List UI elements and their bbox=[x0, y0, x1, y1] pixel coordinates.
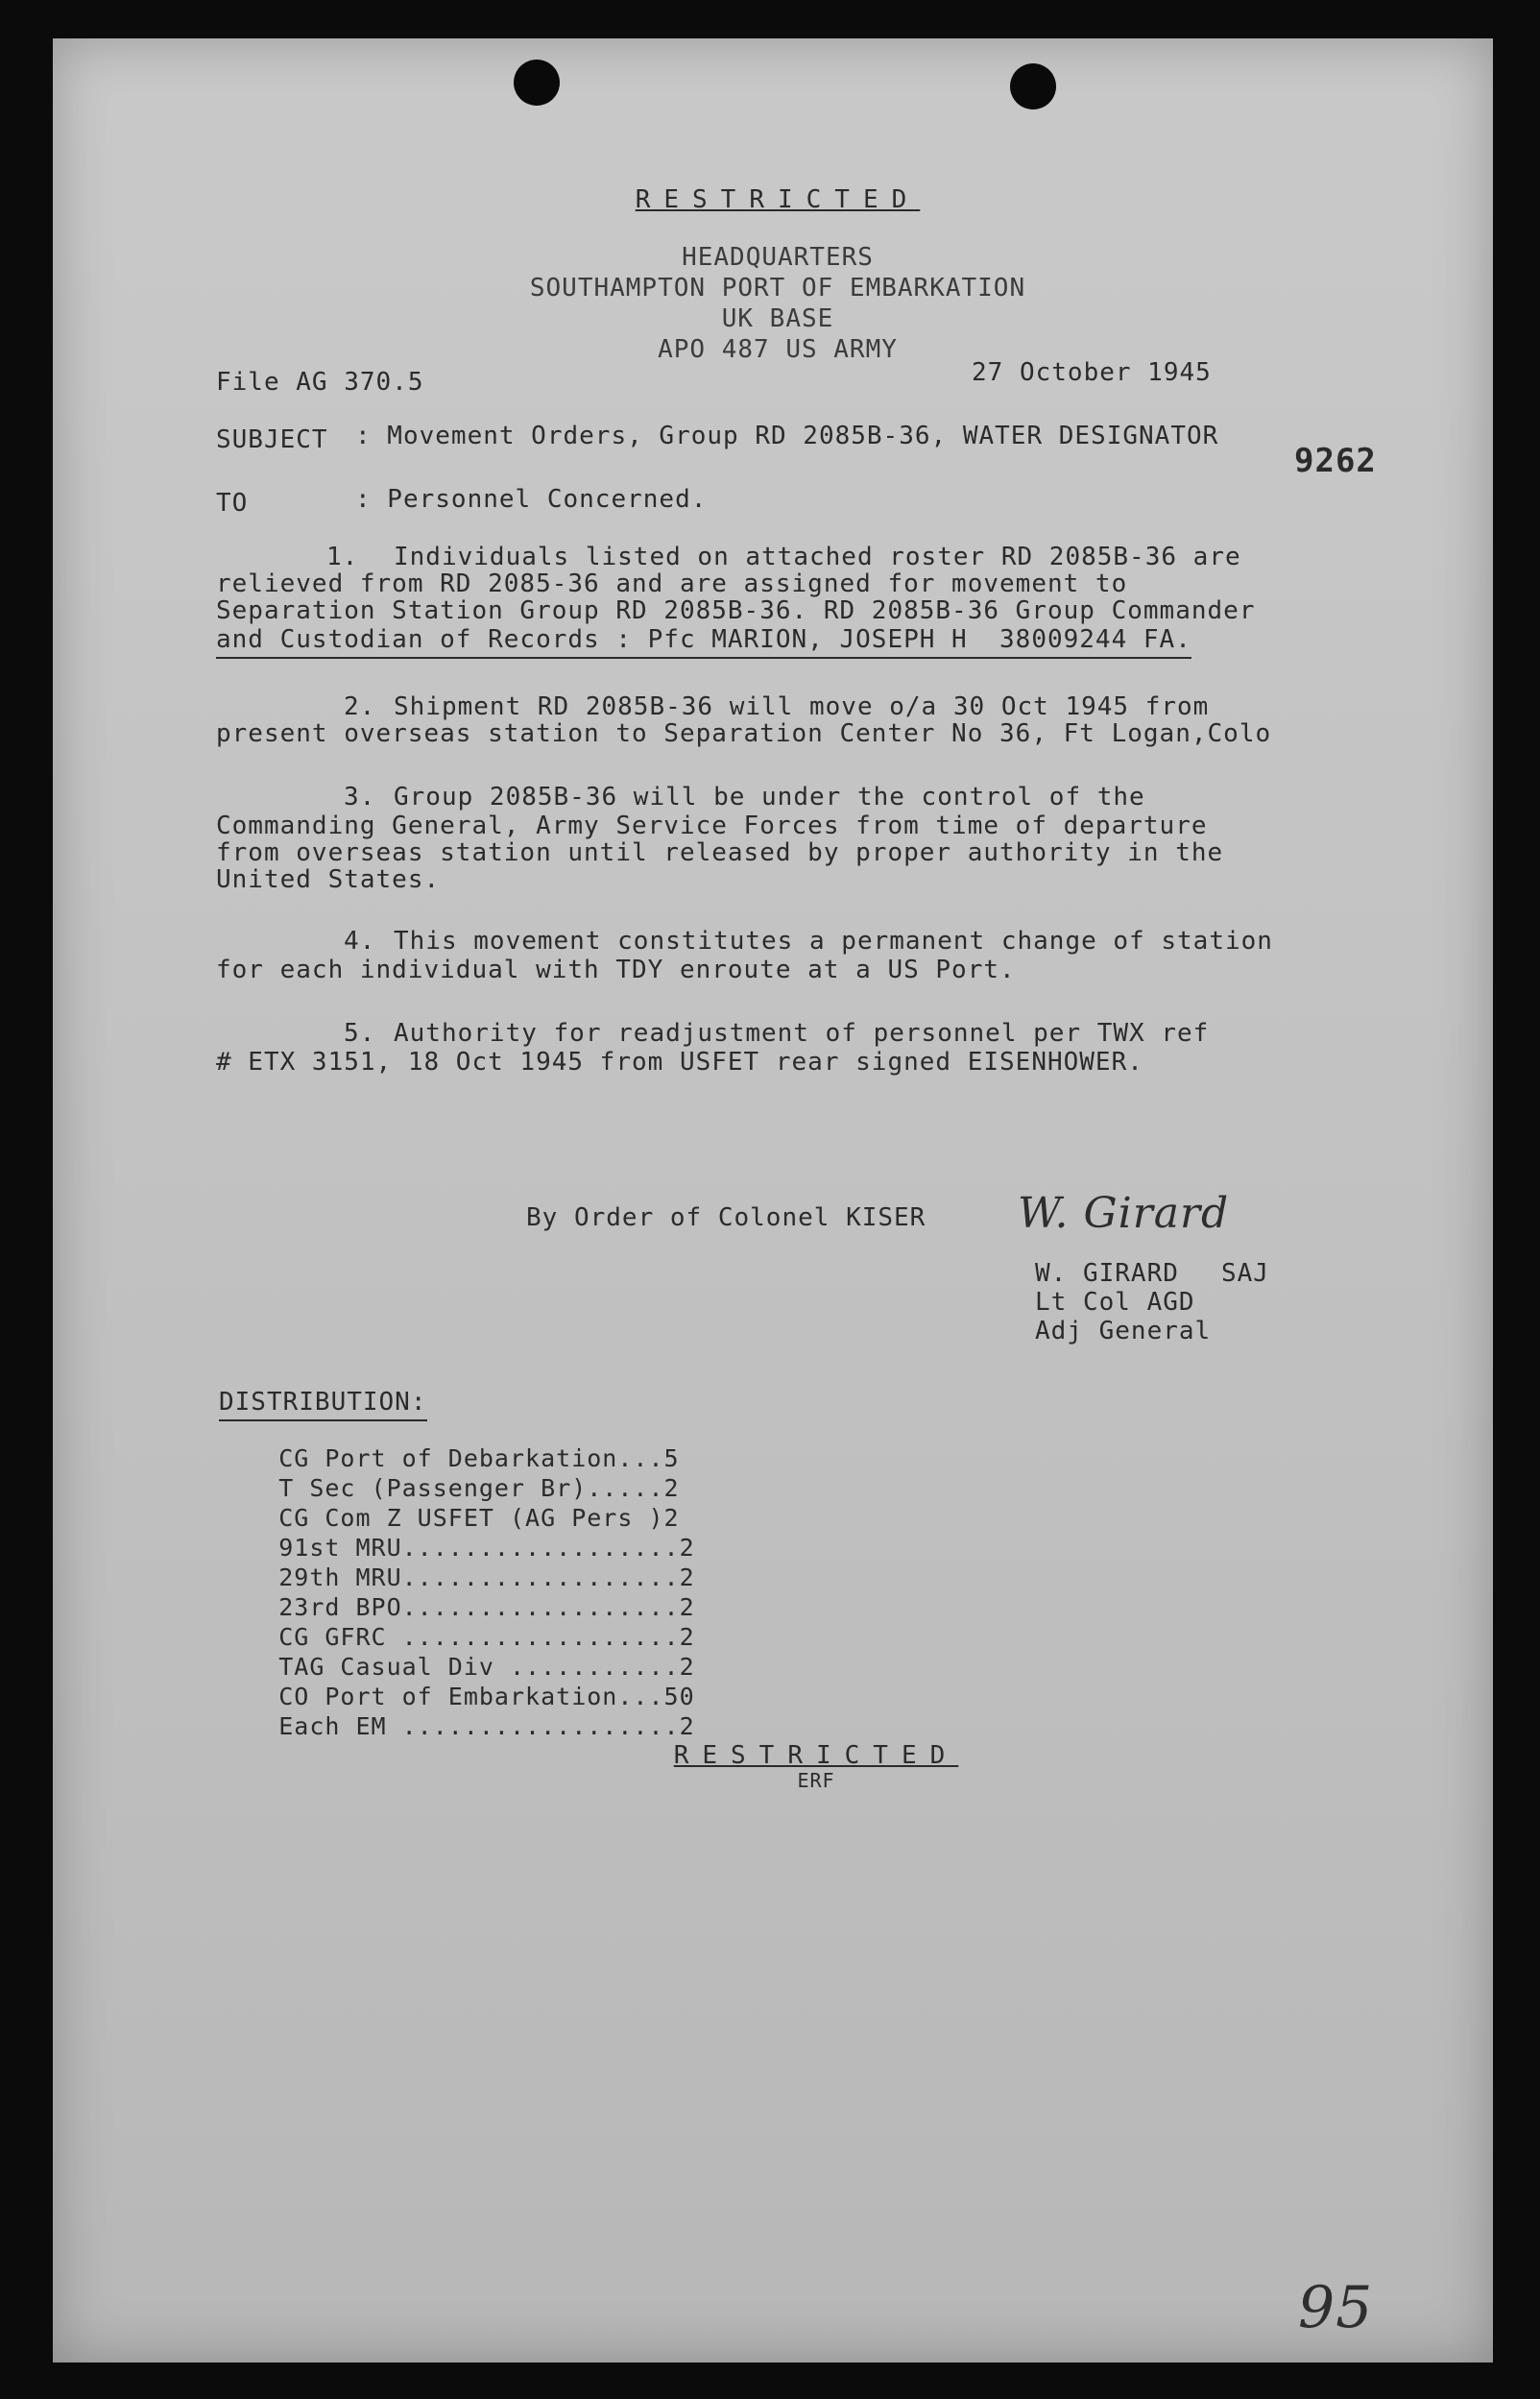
para1-line4: and Custodian of Records : Pfc MARION, JOSEPH H 38009244 FA. bbox=[216, 622, 1191, 659]
para1-line1: Individuals listed on attached roster RD 2085B-36 are bbox=[394, 543, 1241, 571]
distribution-label: TAG Casual Div ........... bbox=[278, 1653, 680, 1681]
para5-line1: Authority for readjustment of personnel per TWX ref bbox=[394, 1019, 1210, 1048]
distribution-label: T Sec (Passenger Br)..... bbox=[278, 1474, 664, 1502]
para3-number: 3. bbox=[344, 783, 376, 812]
subject-line: : Movement Orders, Group RD 2085B-36, WATER DESIGNATOR bbox=[355, 422, 1219, 450]
signer-title: Adj General bbox=[1035, 1317, 1212, 1345]
para1-line3: Separation Station Group RD 2085B-36. RD 2085B-36 Group Commander bbox=[216, 596, 1256, 625]
distribution-label: CG GFRC .................. bbox=[278, 1623, 680, 1651]
org-base: UK BASE bbox=[721, 304, 834, 333]
by-order-line: By Order of Colonel KISER bbox=[526, 1203, 926, 1232]
para3-line2: Commanding General, Army Service Forces from time of departure bbox=[216, 812, 1208, 840]
distribution-label: 91st MRU.................. bbox=[278, 1534, 680, 1562]
distribution-count: 2 bbox=[679, 1623, 695, 1651]
distribution-item bbox=[217, 1592, 735, 1651]
page-number: 95 bbox=[1298, 2274, 1374, 2341]
signer-name: W. GIRARD bbox=[1035, 1259, 1179, 1288]
distribution-item bbox=[217, 1622, 735, 1681]
classification-bottom: RESTRICTED bbox=[673, 1741, 959, 1770]
distribution-count: 2 bbox=[679, 1563, 695, 1591]
para5-number: 5. bbox=[344, 1019, 376, 1048]
distribution-label: 23rd BPO.................. bbox=[278, 1593, 680, 1621]
typist-initials: ERF bbox=[797, 1769, 835, 1792]
distribution-label: Each EM .................. bbox=[278, 1712, 680, 1740]
subject-label: SUBJECT bbox=[216, 425, 328, 454]
distribution-item bbox=[217, 1682, 735, 1740]
distribution-label: CG Port of Debarkation... bbox=[278, 1444, 664, 1472]
signer-initials: SAJ bbox=[1221, 1259, 1269, 1288]
distribution-count: 2 bbox=[679, 1653, 695, 1681]
distribution-count: 2 bbox=[663, 1474, 680, 1502]
to-line: : Personnel Concerned. bbox=[355, 485, 708, 514]
distribution-label: CG Com Z USFET (AG Pers ) bbox=[278, 1504, 664, 1532]
para4-line1: This movement constitutes a permanent change of station bbox=[394, 927, 1273, 956]
org-headquarters: HEADQUARTERS bbox=[682, 243, 874, 272]
distribution-count: 2 bbox=[679, 1593, 695, 1621]
para3-line1: Group 2085B-36 will be under the control of the bbox=[394, 783, 1145, 812]
para2-number: 2. bbox=[344, 692, 376, 721]
para4-number: 4. bbox=[344, 927, 376, 956]
distribution-heading: DISTRIBUTION: bbox=[219, 1385, 427, 1421]
distribution-count: 2 bbox=[663, 1504, 680, 1532]
para2-line1: Shipment RD 2085B-36 will move o/a 30 Oct 1945 from bbox=[394, 692, 1210, 721]
distribution-count: 2 bbox=[679, 1534, 695, 1562]
distribution-list bbox=[217, 1414, 735, 1740]
distribution-label: CO Port of Embarkation... bbox=[278, 1683, 664, 1710]
para1-number: 1. bbox=[326, 543, 359, 571]
para5-line2: # ETX 3151, 18 Oct 1945 from USFET rear signed EISENHOWER. bbox=[216, 1048, 1143, 1077]
distribution-item bbox=[217, 1563, 735, 1621]
para3-line4: United States. bbox=[216, 865, 441, 894]
distribution-item bbox=[217, 1533, 735, 1591]
to-label: TO bbox=[216, 489, 249, 518]
classification-top: RESTRICTED bbox=[635, 185, 921, 214]
para3-line3: from overseas station until released by proper authority in the bbox=[216, 838, 1224, 867]
distribution-count: 50 bbox=[663, 1683, 695, 1710]
distribution-item bbox=[217, 1443, 735, 1502]
distribution-item bbox=[217, 1414, 735, 1472]
para4-line2: for each individual with TDY enroute at a US Port. bbox=[216, 956, 1016, 984]
designator-number: 9262 bbox=[1294, 442, 1377, 480]
punch-hole-right bbox=[1010, 63, 1056, 109]
punch-hole-left bbox=[514, 60, 560, 106]
org-apo: APO 487 US ARMY bbox=[658, 335, 898, 364]
distribution-item bbox=[217, 1652, 735, 1710]
distribution-item bbox=[217, 1503, 735, 1562]
distribution-item bbox=[217, 1473, 735, 1532]
document-date: 27 October 1945 bbox=[972, 358, 1212, 387]
para2-line2: present overseas station to Separation Center No 36, Ft Logan,Colo bbox=[216, 719, 1272, 748]
signer-rank: Lt Col AGD bbox=[1035, 1288, 1195, 1317]
para1-line2: relieved from RD 2085-36 and are assigned for movement to bbox=[216, 569, 1128, 598]
distribution-label: 29th MRU.................. bbox=[278, 1563, 680, 1591]
handwritten-signature: W. Girard bbox=[1018, 1189, 1230, 1238]
org-port: SOUTHAMPTON PORT OF EMBARKATION bbox=[529, 274, 1026, 303]
distribution-count: 5 bbox=[663, 1444, 680, 1472]
distribution-count: 2 bbox=[679, 1712, 695, 1740]
file-reference: File AG 370.5 bbox=[216, 368, 424, 397]
